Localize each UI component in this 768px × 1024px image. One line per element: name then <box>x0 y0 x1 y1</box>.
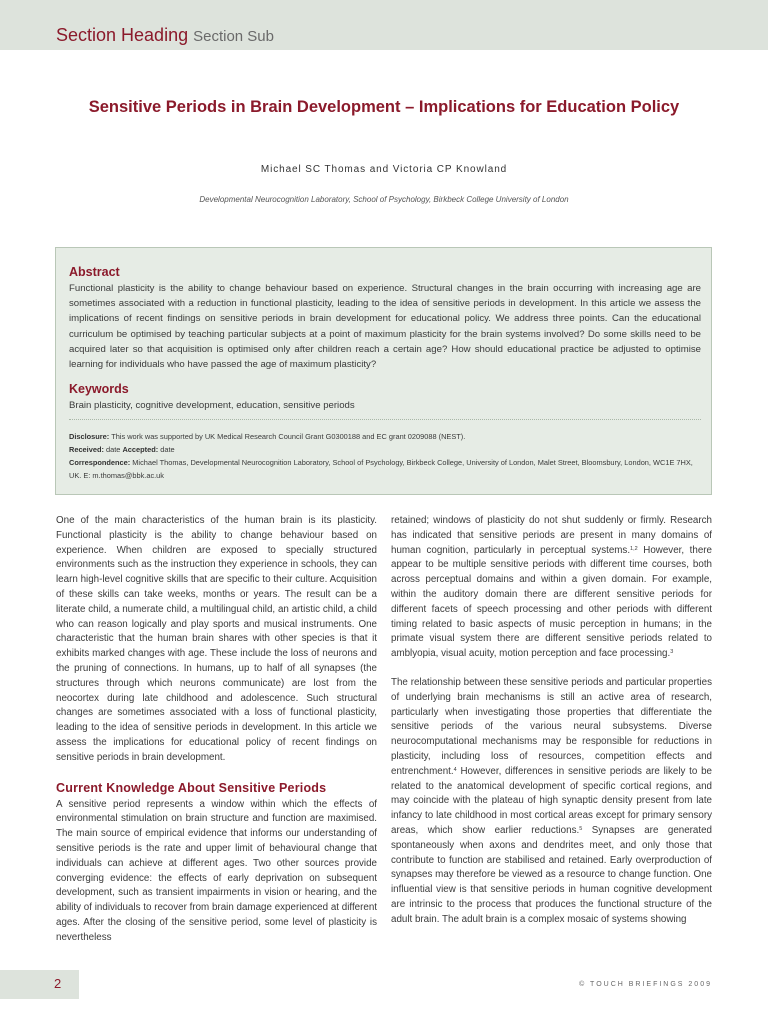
abstract-box <box>55 247 712 495</box>
disclosure-line <box>69 430 701 443</box>
abstract-heading: Abstract <box>69 265 120 279</box>
dates-line <box>69 443 701 456</box>
correspondence-line <box>69 456 701 482</box>
body-paragraph: A sensitive period represents a window within which the effects of environmental stimulation on brain structure and function are maximised. The main source of empirical evidence that informs our understanding of sensitive periods is the rate and upper limit of behavioural change that individuals can achieve at different ages. Two other sources provide converging evidence: the effects of early deprivation on subsequent development, such as transient impairments in vision or hearing, and the ability of individuals to recover from brain damage experienced at different ages. After the closing of the sensitive period, some level of plasticity is nevertheless <box>56 798 377 943</box>
section-heading-text: Section Heading <box>56 25 189 45</box>
section-heading <box>56 24 274 48</box>
reference-marker: 1,2 <box>630 545 638 552</box>
received-label: Received: <box>69 445 104 454</box>
body-text: retained; windows of plasticity do not shut suddenly or firmly. Research has indicated that sensitive periods are present in many domains of human cognition, particularly in perceptual systems. <box>391 515 712 556</box>
article-meta <box>69 430 701 482</box>
correspondence-text: Michael Thomas, Developmental Neurocognition Laboratory, School of Psychology, Birkbeck College, University of London, Malet Street, Bloomsbury, London, WC1E 7HX, UK. E: m.thomas@bbk.ac.uk <box>69 458 693 480</box>
reference-marker: 5 <box>579 825 583 832</box>
abstract-text: Functional plasticity is the ability to change behaviour based on experience. Structural changes in the brain occurring with increasing age are sometimes associated with a reduction in functional plasticity, leading to the idea of sensitive periods in development. In this article we assess the implications of recent findings on sensitive periods in brain development for educational policy. We address three points. Can the educational curriculum be optimised by teaching particular subjects at a point of maximum plasticity for the brain systems involved? Do some skills need to be acquired later so that acquisition is optimised only after children reach a certain age? How should educational practice be adjusted to optimise learning for individuals who have passed the age of maximum plasticity? <box>69 283 701 371</box>
body-text: However, there appear to be multiple sensitive periods with different time courses, both across perceptual domains and within a given domain. For example, within the auditory domain there are different sensitive periods for different facets of speech processing and other periods with different timing related to basic aspects of music perception in humans; in the primate visual system there are different sensitive periods related to amblyopia, visual acuity, motion perception and face processing. <box>391 544 712 660</box>
disclosure-text: This work was supported by UK Medical Research Council Grant G0300188 and EC grant 0209088 (NEST). <box>111 432 466 441</box>
body-paragraph <box>391 676 712 928</box>
publisher-footer: © TOUCH BRIEFINGS 2009 <box>579 981 712 988</box>
page-number: 2 <box>54 976 62 991</box>
body-paragraph: One of the main characteristics of the human brain is its plasticity. Functional plasticity is the ability to change behaviour based on experience. When children are exposed to specially structured environments such as the instruction they experience in schools, they can learn high-level cognitive skills that are specific to their culture. Acquisition of these skills can take weeks, months or years. The result can be a literate child, a numerate child, a multilingual child, an artistic child, a child who can reason logically and play sports and musical instruments. One characteristic that the human brain shares with other species is that it exhibits marked changes with age. These include the loss of neurons and the pruning of connections. In humans, up to half of all synapses (the structures through which neurons communicate) are lost from the neocortex during late childhood and adolescence. Such structural changes are sometimes associated with a loss of functional plasticity, leading to the idea of sensitive periods in development. In this article we assess the implications for educational policy of recent findings on sensitive periods in brain development. <box>56 515 377 763</box>
body-text: However, differences in sensitive periods are likely to be related to the anatomical development of specific cortical regions, and may coincide with the plateau of high synaptic density present from late infancy to late childhood in most cortical areas except for primary sensory areas, which show earlier reductions. <box>391 765 712 836</box>
reference-marker: 3 <box>670 649 674 656</box>
body-column-left <box>56 514 377 946</box>
reference-marker: 4 <box>453 766 457 773</box>
disclosure-label: Disclosure: <box>69 432 110 441</box>
body-column-right <box>391 514 712 928</box>
article-affiliation: Developmental Neurocognition Laboratory, School of Psychology, Birkbeck College University of London <box>199 195 569 204</box>
section-sub: Section Sub <box>193 28 274 45</box>
article-title: Sensitive Periods in Brain Development – Implications for Education Policy <box>88 98 680 116</box>
article-authors: Michael SC Thomas and Victoria CP Knowland <box>260 164 508 175</box>
abstract-divider <box>69 419 701 420</box>
correspondence-label: Correspondence: <box>69 458 131 467</box>
section-title: Current Knowledge About Sensitive Periods <box>56 780 327 795</box>
body-text: The relationship between these sensitive periods and particular properties of underlying brain mechanisms is still an active area of research, particularly when investigating those properties that differentiate the sensitive periods of the various neural subsystems. Diverse neurocomputational mechanisms may be responsible for reductions in plasticity, including loss of resources, competition effects and entrenchment. <box>391 676 712 777</box>
body-paragraph <box>391 514 712 662</box>
received-date: date <box>105 445 121 454</box>
accepted-label: Accepted: <box>122 445 159 454</box>
page-number-box <box>0 970 79 999</box>
paragraph-gap <box>391 662 712 676</box>
accepted-date: date <box>160 445 175 454</box>
body-text: Synapses are generated spontaneously when axons and dendrites meet, and only those that contribute to function are stabilised and retained. Early overproduction of synapses may therefore be viewed as a resource to change function. One influential view is that sensitive periods in human cognitive development are intrinsic to the process that produces the functional structure of the adult brain. The adult brain is a complex mosaic of systems showing <box>391 824 712 925</box>
keywords-heading: Keywords <box>69 382 129 396</box>
keywords-text: Brain plasticity, cognitive development, education, sensitive periods <box>69 400 355 411</box>
